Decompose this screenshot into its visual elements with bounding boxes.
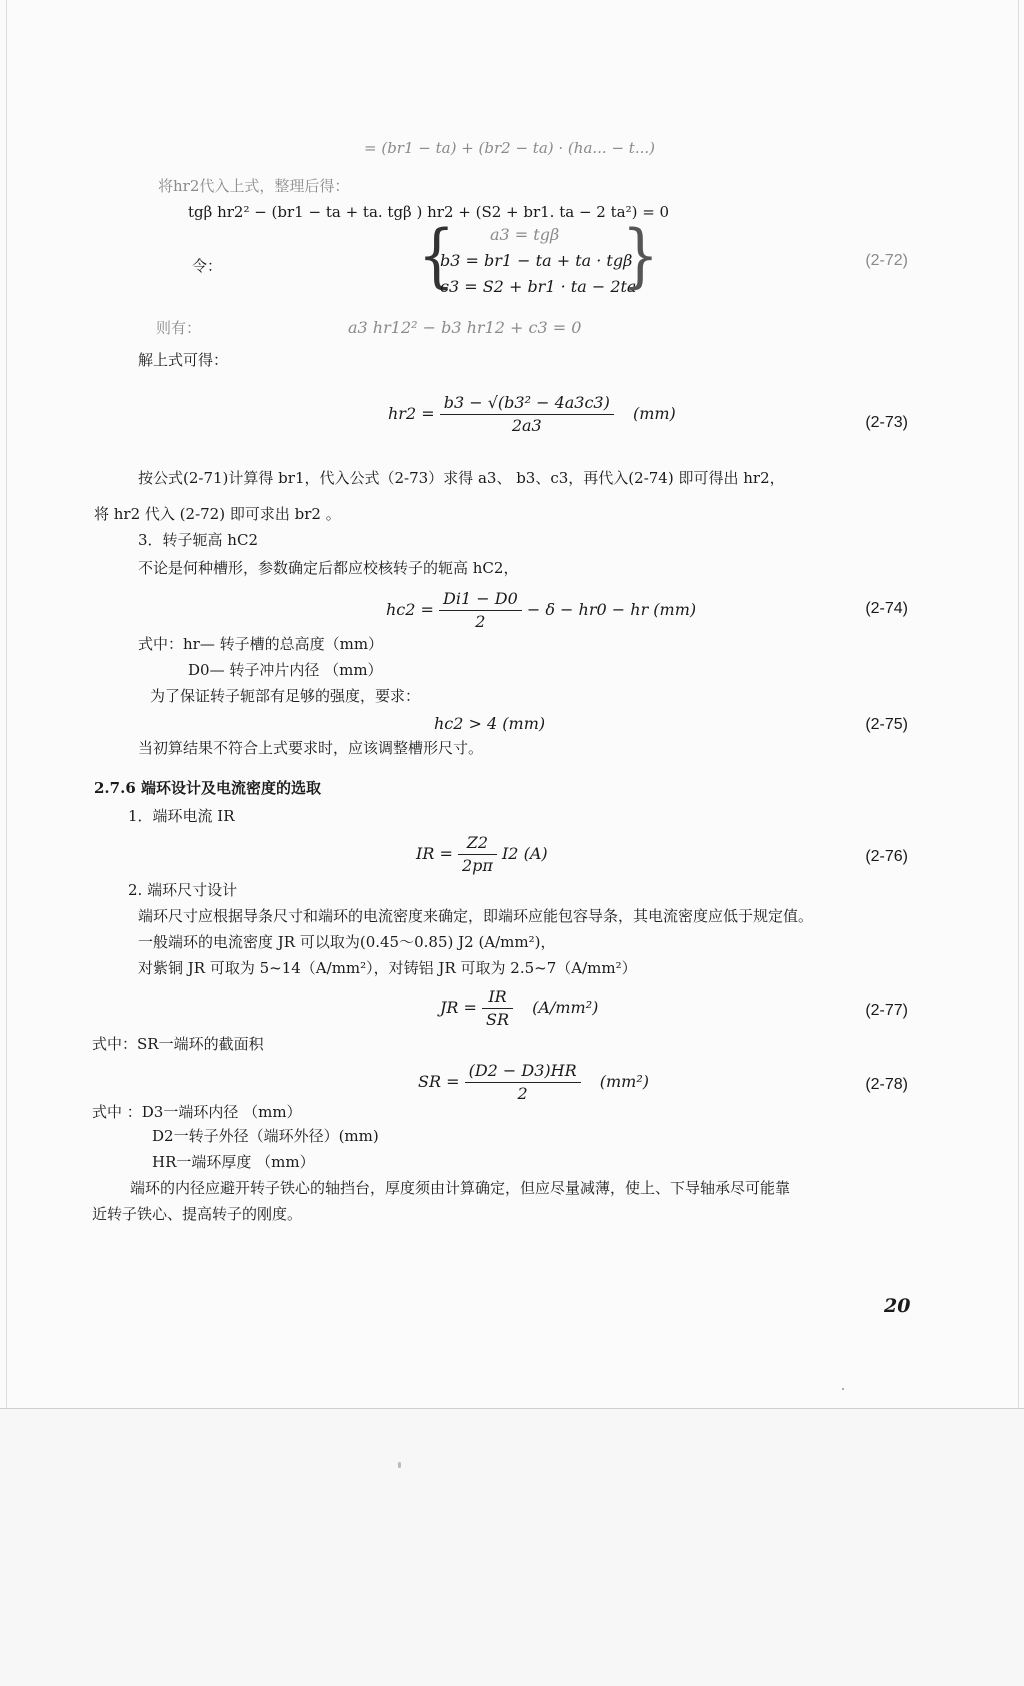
hc2-denominator: 2 <box>475 612 486 631</box>
solution-lhs: hr2 = <box>388 404 435 423</box>
hc2-equation <box>386 588 696 633</box>
scan-dot <box>842 1388 844 1390</box>
page-number: 20 <box>884 1295 911 1317</box>
calc-paragraph-1: 按公式(2-71)计算得 br1，代入公式（2-73）求得 a3、 b3、c3，再代入(2-74) 即可得出 hr2， <box>138 469 785 487</box>
hc2-inequality: hc2 > 4 (mm) <box>434 714 546 733</box>
equation-number-2-77: (2-77) <box>865 1002 908 1019</box>
strength-text: 为了保证转子轭部有足够的强度，要求： <box>150 687 421 705</box>
item-2-end-ring: 2. 端环尺寸设计 <box>128 881 238 899</box>
top-equation-fragment: = (br1 − ta) + (br2 − ta) · (ha... − t...) <box>364 139 655 157</box>
equation-number-2-74: (2-74) <box>865 600 908 617</box>
solution-numerator: b3 − √(b3² − 4a3c3) <box>440 392 614 415</box>
solve-text: 解上式可得： <box>138 351 229 369</box>
lower-blank-sheet <box>0 1408 1024 1686</box>
right-brace: } <box>622 214 659 296</box>
solution-denominator: 2a3 <box>511 416 542 435</box>
section-2-7-6-heading: 2.7.6 端环设计及电流密度的选取 <box>94 779 321 797</box>
system-row-b: b3 = br1 − ta + ta · tgβ <box>440 251 633 270</box>
ir-rest: I2 (A) <box>501 844 548 863</box>
scan-speck <box>398 1462 401 1468</box>
where-sr: 式中：SR一端环的截面积 <box>92 1035 264 1053</box>
section-3-text: 不论是何种槽形，参数确定后都应校核转子的轭高 hC2， <box>138 559 519 577</box>
equation-number-2-76: (2-76) <box>865 848 908 865</box>
jr-lhs: JR = <box>440 998 477 1017</box>
hc2-numerator: Di1 − D0 <box>439 588 522 611</box>
ir-denominator: 2pπ <box>461 856 493 875</box>
calc-paragraph-2: 将 hr2 代入 (2-72) 即可求出 br2 。 <box>94 505 341 523</box>
where-hr-thickness: HR一端环厚度 （mm） <box>152 1153 315 1171</box>
sr-equation <box>418 1060 649 1105</box>
jr-numerator: IR <box>482 986 513 1009</box>
then-equation: a3 hr12² − b3 hr12 + c3 = 0 <box>348 318 582 337</box>
adjust-text: 当初算结果不符合上式要求时，应该调整槽形尺寸。 <box>138 739 484 757</box>
jr-fraction <box>482 986 513 1031</box>
equation-number-2-72: (2-72) <box>865 252 908 269</box>
equation-system <box>440 222 643 300</box>
equation-number-2-73: (2-73) <box>865 414 908 431</box>
sr-numerator: (D2 − D3)HR <box>465 1060 581 1083</box>
hc2-rest: − δ − hr0 − hr (mm) <box>526 600 697 619</box>
quadratic-equation: tgβ hr2² − (br1 − ta + ta. tgβ ) hr2 + (S2 + br1. ta − 2 ta²) = 0 <box>188 203 670 221</box>
ir-fraction <box>458 832 497 877</box>
hc2-fraction <box>439 588 522 633</box>
then-label: 则有： <box>156 319 202 337</box>
equation-number-2-78: (2-78) <box>865 1076 908 1093</box>
solution-equation <box>388 392 676 437</box>
final-paragraph-1: 端环的内径应避开转子铁心的轴挡台，厚度须由计算确定，但应尽量减薄，使上、下导轴承尽可能靠 <box>130 1179 791 1197</box>
end-ring-paragraph-1: 端环尺寸应根据导条尺寸和端环的电流密度来确定，即端环应能包容导条，其电流密度应低于规定值。 <box>138 907 814 925</box>
item-1-ir: 1．端环电流 IR <box>128 807 235 825</box>
sr-rest: (mm²) <box>599 1072 650 1091</box>
sr-fraction <box>465 1060 581 1105</box>
jr-rest: (A/mm²) <box>532 998 599 1017</box>
where-d0: D0— 转子冲片内径 （mm） <box>188 661 383 679</box>
system-row-c: c3 = S2 + br1 · ta − 2ta² <box>440 277 643 296</box>
end-ring-paragraph-3: 对紫铜 JR 可取为 5~14（A/mm²），对铸铝 JR 可取为 2.5~7（A/mm²） <box>138 959 637 977</box>
end-ring-paragraph-2: 一般端环的电流密度 JR 可以取为(0.45～0.85) J2 (A/mm²)， <box>138 933 556 951</box>
section-3-title: 3．转子轭高 hC2 <box>138 531 258 549</box>
final-paragraph-2: 近转子铁心、提高转子的刚度。 <box>92 1205 303 1223</box>
ir-equation <box>416 832 548 877</box>
equation-number-2-75: (2-75) <box>865 716 908 733</box>
intro-text: 将hr2代入上式，整理后得： <box>158 177 350 195</box>
hc2-lhs: hc2 = <box>386 600 434 619</box>
ir-lhs: IR = <box>416 844 453 863</box>
where-d2: D2一转子外径（端环外径）(mm) <box>152 1127 379 1145</box>
sr-denominator: 2 <box>517 1084 528 1103</box>
let-label: 令： <box>192 257 223 275</box>
ir-numerator: Z2 <box>458 832 497 855</box>
jr-equation <box>440 986 598 1031</box>
where-hr: 式中：hr— 转子槽的总高度（mm） <box>138 635 384 653</box>
where-d3: 式中 ：D3一端环内径 （mm） <box>92 1103 302 1121</box>
jr-denominator: SR <box>486 1010 510 1029</box>
left-brace: { <box>418 214 455 296</box>
solution-unit: (mm) <box>632 404 676 423</box>
solution-fraction <box>440 392 614 437</box>
system-row-a: a3 = tgβ <box>490 225 560 244</box>
sr-lhs: SR = <box>418 1072 460 1091</box>
